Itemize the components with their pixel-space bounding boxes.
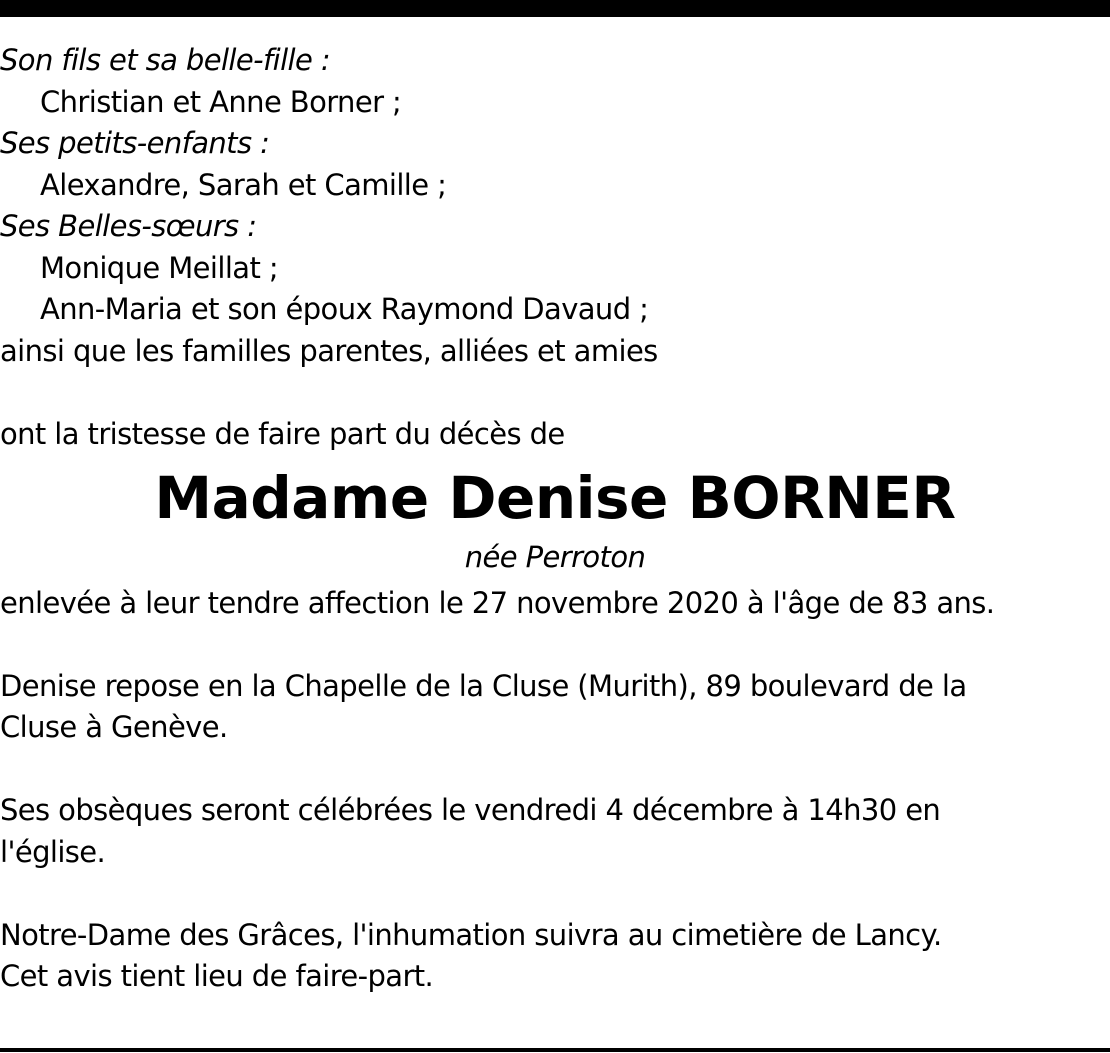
family-member-son: Christian et Anne Borner ; (40, 84, 402, 119)
family-member-sister-in-law-1: Monique Meillat ; (40, 250, 279, 285)
announcement: ont la tristesse de faire part du décès de (0, 416, 565, 451)
closing-line-2: Cet avis tient lieu de faire-part. (0, 959, 434, 993)
obituary-notice (0, 40, 1110, 998)
spacer (0, 873, 1110, 915)
funeral-line-1: Ses obsèques seront célébrées le vendredi 4 décembre à 14h30 en (0, 793, 941, 827)
family-role-grandchildren: Ses petits-enfants : (0, 126, 270, 160)
funeral-line-2: l'église. (0, 834, 106, 869)
rest-location-line-2: Cluse à Genève. (0, 710, 228, 744)
family-member-grandchildren: Alexandre, Sarah et Camille ; (40, 167, 447, 202)
closing-line-1: Notre-Dame des Grâces, l'inhumation suivra au cimetière de Lancy. (0, 917, 942, 952)
extended-family: ainsi que les familles parentes, alliées et amies (0, 333, 658, 368)
spacer (0, 749, 1110, 791)
rest-location-line-1: Denise repose en la Chapelle de la Cluse (Murith), 89 boulevard de la (0, 668, 967, 703)
bottom-border-rule (0, 1048, 1110, 1052)
spacer (0, 372, 1110, 414)
family-role-son: Son fils et sa belle-fille : (0, 43, 331, 77)
top-border-rule (0, 0, 1110, 17)
deceased-maiden-name: née Perroton (464, 540, 646, 574)
family-member-sister-in-law-2: Ann-Maria et son époux Raymond Davaud ; (40, 292, 649, 326)
deceased-name: Madame Denise BORNER (154, 464, 956, 532)
death-notice: enlevée à leur tendre affection le 27 novembre 2020 à l'âge de 83 ans. (0, 585, 995, 620)
spacer (0, 624, 1110, 666)
family-role-sisters-in-law: Ses Belles-sœurs : (0, 209, 257, 243)
